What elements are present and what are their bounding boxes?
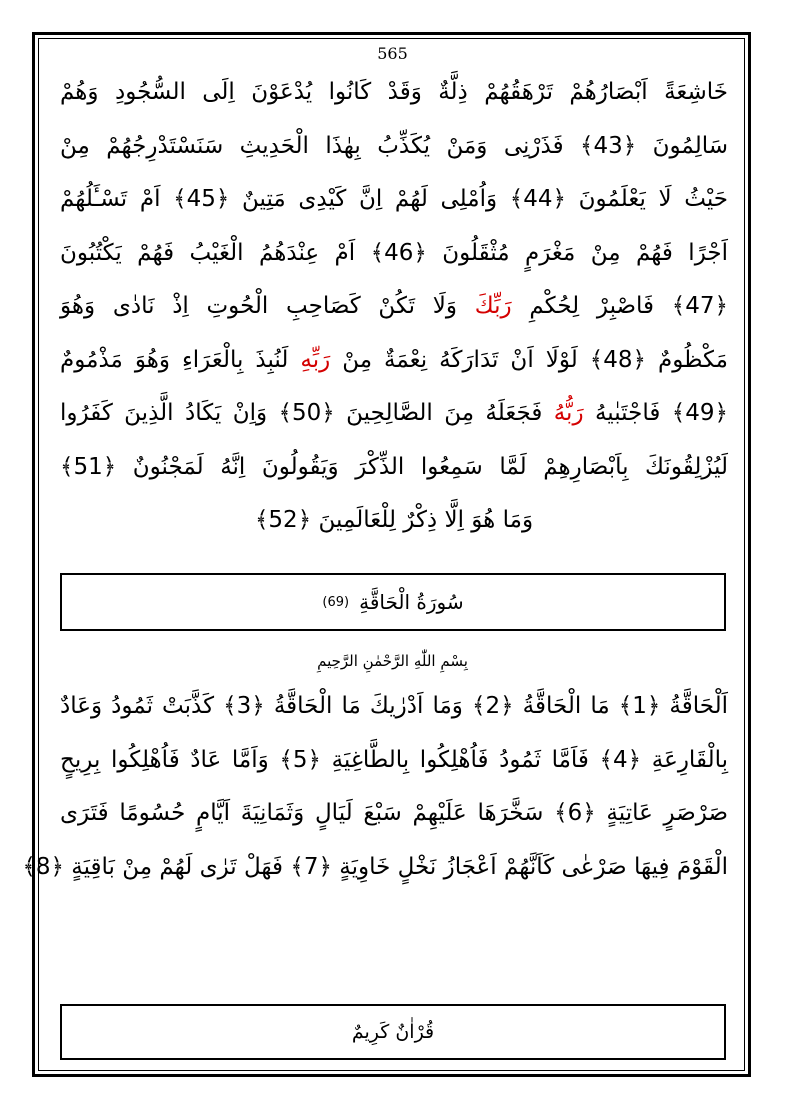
text-line: [60, 441, 728, 495]
text-line: [60, 66, 728, 120]
text-segment: اَجْرًا فَهُمْ مِنْ مَغْرَمٍ مُثْقَلُونَ ﴿46﴾ اَمْ عِنْدَهُمُ الْغَيْبُ فَهُمْ يَكْتُبُونَ: [60, 239, 728, 266]
text-segment: حَيْثُ لَا يَعْلَمُونَ ﴿44﴾ وَاُمْلِى لَهُمْ اِنَّ كَيْدِى مَتِينٌ ﴿45﴾ اَمْ تَسْـَٔلُهُمْ: [60, 186, 729, 212]
text-segment: بِالْقَارِعَةِ ﴿4﴾ فَاَمَّا ثَمُودُ فَاُهْلِكُوا بِالطَّاغِيَةِ ﴿5﴾ وَاَمَّا عَادٌ فَاُهْلِكُوا بِرِيحٍ: [60, 746, 728, 773]
text-line: [60, 120, 728, 174]
text-segment: صَرْصَرٍ عَاتِيَةٍ ﴿6﴾ سَخَّرَهَا عَلَيْهِمْ سَبْعَ لَيَالٍ وَثَمَانِيَةَ اَيَّامٍ حُسُومًا فَتَرَى: [60, 800, 728, 826]
footer-text: قُرْاٰنٌ كَرِيمٌ: [351, 1021, 435, 1043]
surah-title: سُورَةُ الْحَاقَّةِ: [359, 590, 464, 614]
highlighted-word: رَبُّهُ: [553, 400, 584, 426]
text-line: [60, 280, 728, 334]
highlighted-word: رَبِّهِ: [300, 346, 331, 373]
text-line: [60, 787, 728, 841]
text-segment: سَالِمُونَ ﴿43﴾ فَذَرْنِى وَمَنْ يُكَذِّبُ بِهٰذَا الْحَدِيثِ سَنَسْتَدْرِجُهُمْ مِنْ: [60, 132, 728, 159]
text-line: [60, 494, 728, 548]
text-segment: الْقَوْمَ فِيهَا صَرْعٰى كَاَنَّهُمْ اَعْجَازُ نَخْلٍ خَاوِيَةٍ ﴿7﴾ فَهَلْ تَرٰى لَهُمْ مِنْ بَاقِيَةٍ ﴿8﴾: [22, 853, 728, 880]
text-segment: وَمَا هُوَ اِلَّا ذِكْرٌ لِلْعَالَمِينَ ﴿52﴾: [254, 507, 534, 533]
text-segment: ﴿47﴾ فَاصْبِرْ لِحُكْمِ: [511, 293, 729, 319]
text-segment: ﴿49﴾ فَاجْتَبٰيهُ: [583, 400, 728, 426]
text-segment: وَلَا تَكُنْ كَصَاحِبِ الْحُوتِ اِذْ نَادٰى وَهُوَ: [60, 293, 475, 319]
text-line: [60, 227, 728, 281]
text-segment: لَنُبِذَ بِالْعَرَاءِ وَهُوَ مَذْمُومٌ: [60, 346, 301, 373]
highlighted-word: رَبِّكَ: [474, 293, 512, 319]
surah-number: (69): [322, 594, 350, 610]
text-segment: فَجَعَلَهُ مِنَ الصَّالِحِينَ ﴿50﴾ وَاِنْ يَكَادُ الَّذِينَ كَفَرُوا: [60, 400, 554, 426]
text-line: [60, 734, 728, 788]
text-segment: لَيُزْلِقُونَكَ بِاَبْصَارِهِمْ لَمَّا سَمِعُوا الذِّكْرَ وَيَقُولُونَ اِنَّهُ لَمَجْنُونٌ ﴿51﴾: [60, 453, 728, 480]
text-line: [60, 680, 728, 734]
text-segment: خَاشِعَةً اَبْصَارُهُمْ تَرْهَقُهُمْ ذِلَّةٌ وَقَدْ كَانُوا يُدْعَوْنَ اِلَى السُّجُودِ وَهُمْ: [60, 79, 728, 105]
surah-title-box: [60, 573, 726, 631]
text-line: [60, 173, 728, 227]
basmala: بِسْمِ اللّٰهِ الرَّحْمٰنِ الرَّحِيمِ: [317, 652, 468, 670]
footer-box: [60, 1004, 726, 1060]
page-number: 565: [377, 44, 408, 63]
haqqa-text: [22, 680, 728, 894]
text-segment: مَكْظُومٌ ﴿48﴾ لَوْلَا اَنْ تَدَارَكَهُ نِعْمَةٌ مِنْ: [330, 346, 728, 373]
text-segment: اَلْحَاقَّةُ ﴿1﴾ مَا الْحَاقَّةُ ﴿2﴾ وَمَا اَدْرٰيكَ مَا الْحَاقَّةُ ﴿3﴾ كَذَّبَتْ ثَمُودُ وَعَادٌ: [60, 693, 728, 719]
text-line: [22, 841, 728, 895]
text-line: [60, 387, 728, 441]
text-line: [60, 334, 728, 388]
qalam-text: [60, 66, 728, 548]
